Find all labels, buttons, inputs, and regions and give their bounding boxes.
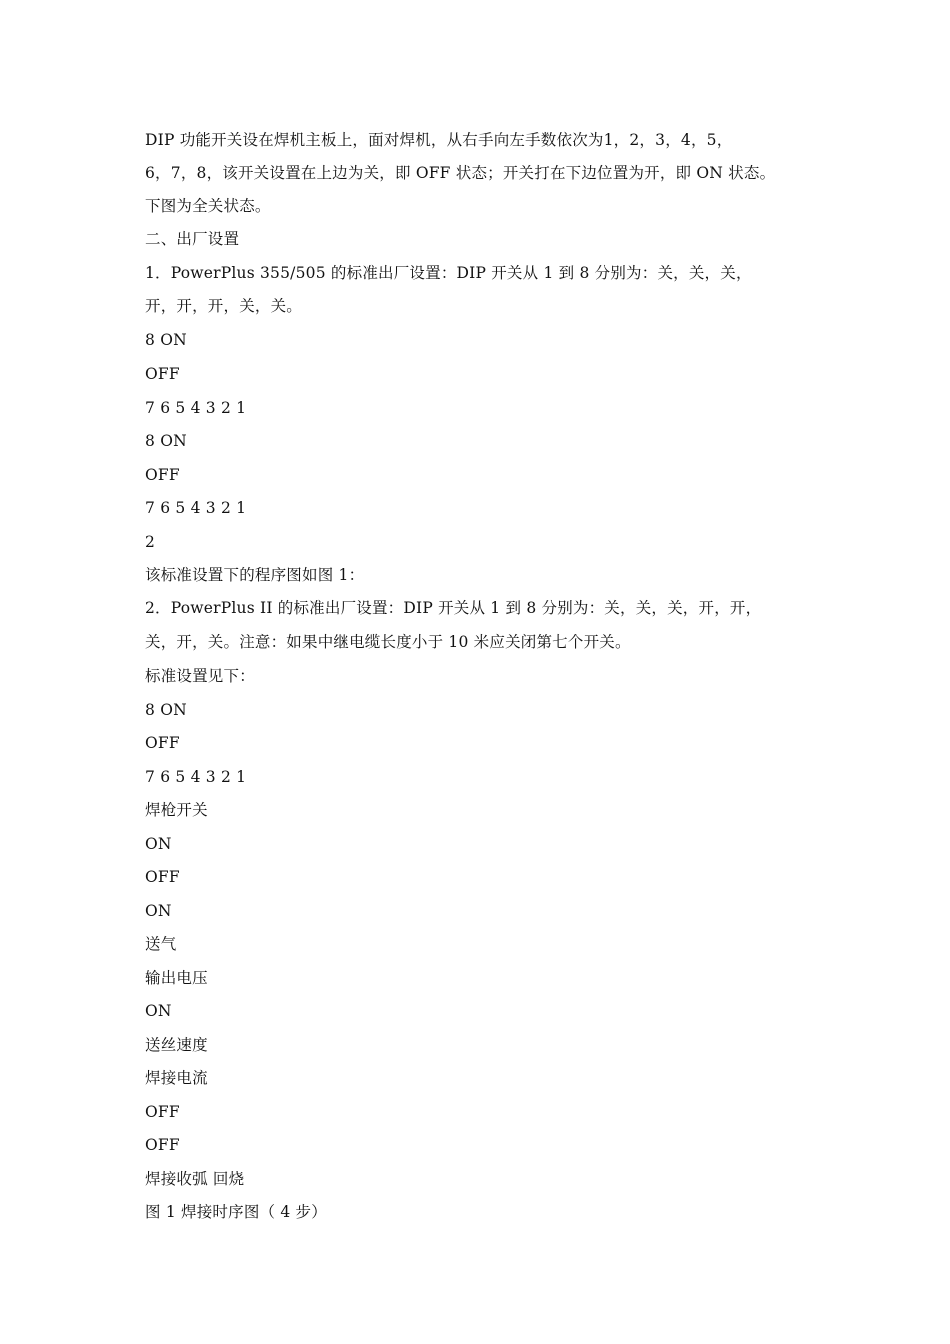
text-line-14: 该标准设置下的程序图如图 1： [145,566,365,584]
timing-label: 焊枪开关 [145,801,208,819]
switch-label-on: 8 ON [145,701,187,719]
text-line-3: 下图为全关状态。 [145,197,271,215]
section-heading: 二、出厂设置 [145,230,240,248]
switch-label-off: OFF [145,734,180,752]
switch-label-off: OFF [145,466,180,484]
timing-label: ON [145,835,172,853]
timing-label: OFF [145,868,180,886]
switch-label-on: 8 ON [145,432,187,450]
timing-label: 焊接电流 [145,1069,208,1087]
timing-label: ON [145,902,172,920]
text-line-2: 6，7，8，该开关设置在上边为关，即 OFF 状态；开关打在下边位置为开，即 ON 状态。 [145,164,776,182]
timing-label: ON [145,1002,172,1020]
text-line-6: 开，开，开，关，关。 [145,297,303,315]
text-line-1: DIP 功能开关设在焊机主板上，面对焊机，从右手向左手数依次为1，2，3，4，5， [145,131,733,149]
text-line-5: 1．PowerPlus 355/505 的标准出厂设置：DIP 开关从 1 到 8 分别为：关，关，关， [145,264,752,282]
switch-numbers: 7 6 5 4 3 2 1 [145,499,247,517]
figure-caption: 图 1 焊接时序图（ 4 步） [145,1203,327,1221]
text-line-15: 2．PowerPlus II 的标准出厂设置：DIP 开关从 1 到 8 分别为：关，关，关，开，开， [145,599,762,617]
timing-label: OFF [145,1103,180,1121]
timing-label: 送丝速度 [145,1036,208,1054]
timing-label: 焊接收弧 回烧 [145,1170,245,1188]
timing-label: 送气 [145,935,177,953]
switch-numbers: 7 6 5 4 3 2 1 [145,768,247,786]
switch-label-on: 8 ON [145,331,187,349]
timing-label: 输出电压 [145,969,208,987]
switch-label-off: OFF [145,365,180,383]
text-line-17: 标准设置见下： [145,667,255,685]
text-line-16: 关，开，关。注意：如果中继电缆长度小于 10 米应关闭第七个开关。 [145,633,631,651]
switch-numbers: 7 6 5 4 3 2 1 [145,399,247,417]
timing-label: OFF [145,1136,180,1154]
text-line-13: 2 [145,533,156,551]
